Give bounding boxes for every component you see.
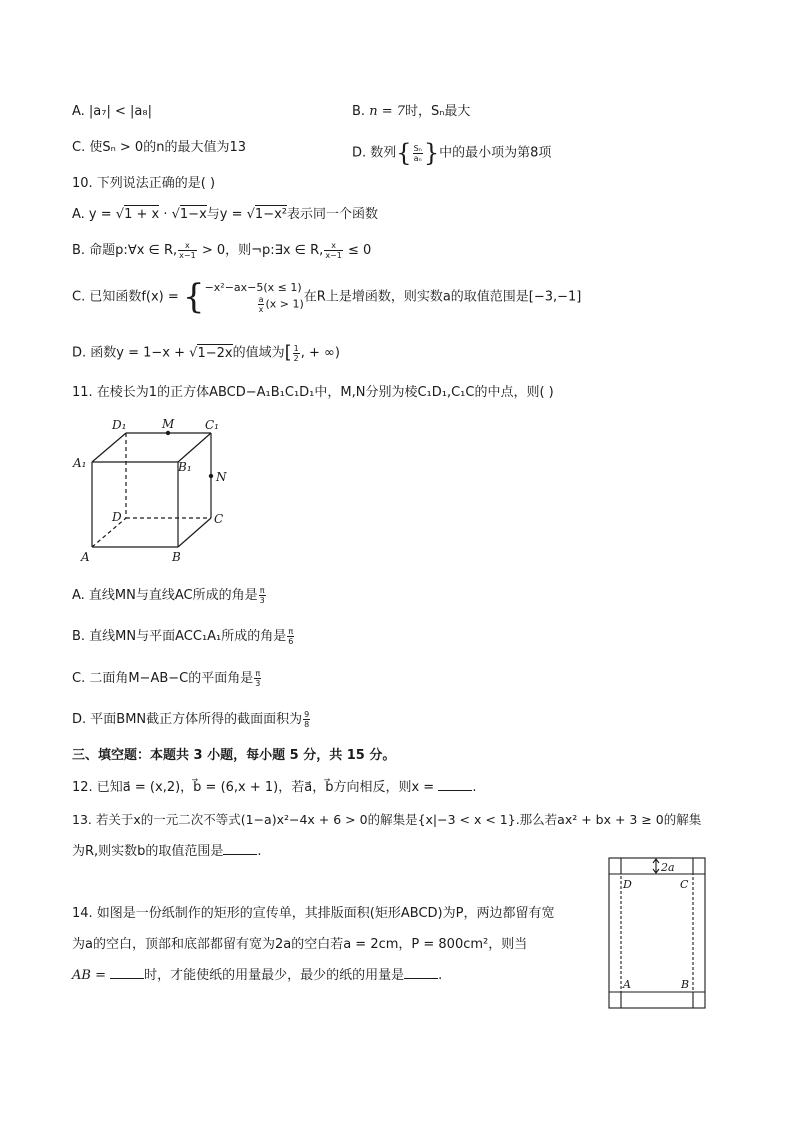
label-c1: C₁ <box>205 418 219 432</box>
q14-end: . <box>438 968 443 983</box>
q12-answer-blank[interactable] <box>438 778 472 791</box>
label-b: B <box>172 550 181 564</box>
frac-den: 8 <box>304 720 310 729</box>
piece-1: −x²−ax−5(x ≤ 1) <box>204 280 302 294</box>
frac-den: x <box>258 304 264 314</box>
q11-c-text: C. 二面角M−AB−C的平面角是 <box>72 671 254 686</box>
q14-line2: 为a的空白，顶部和底部都留有宽为2a的空白若a = 2cm，P = 800cm²，则当 <box>72 937 528 952</box>
label-c: C <box>680 878 689 891</box>
q10-c-prefix: C. 已知函数f(x) = <box>72 289 183 305</box>
q11-option-d <box>72 710 311 730</box>
q12-end: . <box>472 780 477 795</box>
piecewise-body <box>205 281 304 314</box>
q11-b-text: B. 直线MN与平面ACC₁A₁所成的角是 <box>72 629 287 644</box>
frac-den: aₙ <box>413 153 422 163</box>
label-2a: 2a <box>661 861 675 874</box>
frac-den: 3 <box>255 679 261 688</box>
piece-2: (x > 1) <box>265 297 304 310</box>
sqrt-3: 1−x² <box>254 207 287 222</box>
q9-option-c: C. 使Sₙ > 0的n的最大值为13 <box>72 140 246 155</box>
layout-rect-abcd <box>621 874 693 992</box>
q14-ab: AB = <box>72 968 111 983</box>
piecewise-brace: { <box>182 277 205 317</box>
q9-d-prefix: D. 数列 <box>352 145 397 161</box>
frac-num: Sₙ <box>413 143 422 153</box>
label-a1: A₁ <box>73 456 87 470</box>
right-brace: } <box>423 139 440 167</box>
section-3-heading: 三、填空题：本题共 3 小题，每小题 5 分，共 15 分。 <box>72 748 396 763</box>
frac-num: π <box>288 627 294 636</box>
q9-b-label: B. <box>352 104 370 119</box>
pi-over-6 <box>287 627 294 646</box>
label-m: M <box>162 417 175 431</box>
sn-over-an-fraction <box>413 144 423 163</box>
q10-a-mid: 与y = <box>206 207 247 222</box>
q14-answer-blank-1[interactable] <box>110 966 144 979</box>
q13-answer-blank[interactable] <box>223 842 257 855</box>
point-n <box>209 474 213 478</box>
q11-a-text: A. 直线MN与直线AC所成的角是 <box>72 588 258 603</box>
q9-b-suffix: 时，Sₙ最大 <box>405 104 471 119</box>
q12 <box>72 778 476 798</box>
q10-b-mid: > 0，则¬p:∃x ∈ R, <box>197 243 324 258</box>
label-a: A <box>81 550 90 564</box>
frac-den: x−1 <box>325 251 342 260</box>
edge-b1-c1 <box>178 433 211 462</box>
label-b: B <box>681 978 690 991</box>
q10-a-suffix: 表示同一个函数 <box>287 207 379 222</box>
q13-line1: 13. 若关于x的一元二次不等式(1−a)x²−4x + 6 > 0的解集是{x|−3 < x < 1}.那么若ax² + bx + 3 ≥ 0的解集 <box>72 812 702 827</box>
q11-d-text: D. 平面BMN截正方体所得的截面面积为 <box>72 712 303 727</box>
label-b1: B₁ <box>178 460 192 474</box>
flyer-figure <box>600 852 712 1012</box>
q14-text: 时，才能使纸的用量最少，最少的纸的用量是 <box>144 968 405 983</box>
frac-num: a <box>258 294 264 304</box>
q10-d-suffix: 的值域为 <box>232 345 285 361</box>
q9-option-a: A. |a₇| < |a₈| <box>72 104 152 119</box>
label-n: N <box>216 470 227 484</box>
frac-den: 6 <box>288 637 294 646</box>
x-over-x-minus-1 <box>178 241 197 260</box>
frac-num: x <box>178 241 197 251</box>
pi-over-3 <box>259 586 266 605</box>
q10-option-c <box>72 277 582 317</box>
q10-b-prefix: B. 命题p:∀x ∈ R, <box>72 243 178 258</box>
label-d: D <box>112 510 122 524</box>
left-bracket: [ <box>284 342 292 363</box>
q10-option-b <box>72 241 371 261</box>
q14-answer-blank-2[interactable] <box>404 966 438 979</box>
q13-text: 为R,则实数b的取值范围是 <box>72 844 224 859</box>
a-over-x <box>258 295 265 314</box>
frac-den: 3 <box>259 596 265 605</box>
q11-option-b <box>72 627 295 647</box>
frac-den: 2 <box>293 353 299 363</box>
frac-den: x−1 <box>179 251 196 260</box>
q9-d-suffix: 中的最小项为第8项 <box>439 145 552 161</box>
q10-b-suffix: ≤ 0 <box>343 243 372 258</box>
q13-line2 <box>72 842 262 862</box>
x-over-x-minus-1 <box>324 241 343 260</box>
frac-num: 9 <box>304 710 310 719</box>
q10-d-prefix: D. 函数y = 1−x + <box>72 345 190 361</box>
point-m <box>166 431 170 435</box>
nine-over-eight <box>303 710 310 729</box>
q10-stem: 10. 下列说法正确的是( ) <box>72 176 216 191</box>
range-end: , + ∞) <box>300 345 340 361</box>
q14-line3 <box>72 966 442 986</box>
label-d1: D₁ <box>112 418 127 432</box>
edge-a1-d1 <box>92 433 126 462</box>
left-brace: { <box>396 139 412 167</box>
q13-end: . <box>257 844 262 859</box>
label-d: D <box>623 878 632 891</box>
q9-b-math: n = 7 <box>369 104 405 119</box>
frac-num: x <box>324 241 343 251</box>
q10-option-d: D. 函数y = 1−x + √1−2x的值域为[ $\frac{1}{2}$ , + ∞) <box>72 342 340 363</box>
frac-num: π <box>255 669 261 678</box>
label-a: A <box>623 978 631 991</box>
q10-c-suffix: 在R上是增函数，则实数a的取值范围是[−3,−1] <box>303 289 582 305</box>
q10-a-prefix: A. y = <box>72 207 116 222</box>
frac-num: 1 <box>293 343 299 353</box>
q11-option-c <box>72 669 262 689</box>
q9-option-d <box>352 136 551 170</box>
sqrt-1: 1 + x <box>124 207 160 222</box>
sqrt-d: 1−2x <box>197 345 233 361</box>
q11-stem: 11. 在棱长为1的正方体ABCD−A₁B₁C₁D₁中，M,N分别为棱C₁D₁,C₁C的中点，则( ) <box>72 385 554 400</box>
q10-option-a: A. y = √1 + x · √1−x与y = √1−x²表示同一个函数 <box>72 207 379 222</box>
sqrt-2: 1−x <box>179 207 207 222</box>
q9-option-b <box>352 102 470 122</box>
cube-figure <box>72 414 242 568</box>
q12-text: 12. 已知a⃗ = (x,2)，b⃗ = (6,x + 1)，若a⃗，b⃗方向相反，则x = <box>72 780 439 795</box>
frac-num: π <box>259 586 265 595</box>
q11-option-a <box>72 586 267 606</box>
pi-over-3 <box>254 669 261 688</box>
q14-line1: 14. 如图是一份纸制作的矩形的宣传单，其排版面积(矩形ABCD)为P，两边都留有宽 <box>72 906 555 921</box>
dot: · <box>159 207 172 222</box>
half-fraction <box>293 344 300 363</box>
label-c: C <box>214 512 224 526</box>
edge-b-c <box>178 518 211 547</box>
